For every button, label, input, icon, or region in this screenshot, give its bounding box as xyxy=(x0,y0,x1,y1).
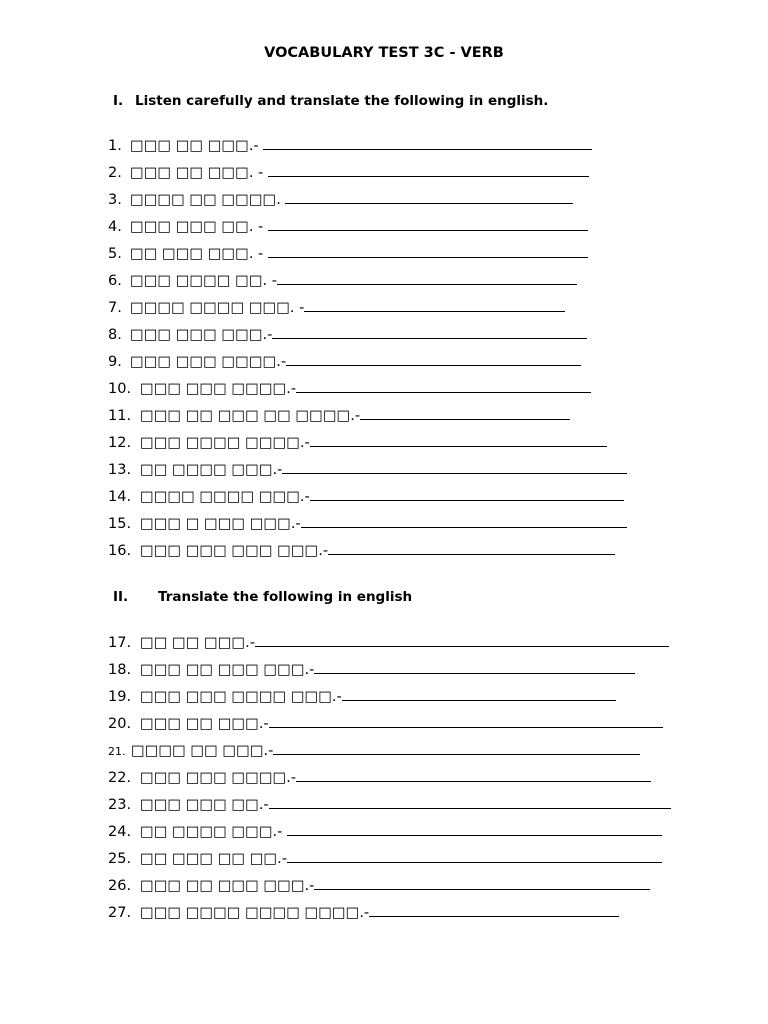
answer-blank[interactable] xyxy=(285,189,573,204)
question-number: 24. xyxy=(108,824,132,840)
question-text: □□□ □□□ □□□□.- xyxy=(140,381,297,397)
section-1-heading-text: Listen carefully and translate the following in english. xyxy=(135,93,549,109)
question-row xyxy=(108,686,616,706)
question-text: □□ □□□□ □□□.- xyxy=(140,462,283,478)
question-text: □□□□ □□ □□□.- xyxy=(131,743,274,759)
question-text: □□□ □□ □□□.- xyxy=(130,138,264,154)
question-number: 7. xyxy=(108,300,122,316)
question-text: □□□ □□ □□□ □□ □□□□.- xyxy=(140,408,361,424)
section-1-numeral: I. xyxy=(113,93,124,109)
question-text: □□□ □□□□ □□□□ □□□□.- xyxy=(140,905,370,921)
question-row xyxy=(108,794,671,814)
question-number: 27. xyxy=(108,905,132,921)
question-number: 6. xyxy=(108,273,122,289)
question-number: 20. xyxy=(108,716,132,732)
question-number: 5. xyxy=(108,246,122,262)
answer-blank[interactable] xyxy=(296,378,591,393)
question-text: □□□ □□□ □□□□.- xyxy=(140,770,297,786)
question-row xyxy=(108,189,573,209)
question-row xyxy=(108,243,588,263)
question-number: 22. xyxy=(108,770,132,786)
question-row xyxy=(108,216,588,236)
question-text: □□□ □□□ □□□ □□□.- xyxy=(140,543,329,559)
question-text: □□□ □□□ □□. - xyxy=(130,219,268,235)
question-number: 11. xyxy=(108,408,132,424)
question-text: □□□ □□ □□□ □□□.- xyxy=(140,878,315,894)
question-number: 14. xyxy=(108,489,132,505)
question-text: □□□ □□□ □□.- xyxy=(140,797,269,813)
answer-blank[interactable] xyxy=(255,632,669,647)
question-row xyxy=(108,270,577,290)
question-text: □□ □□□ □□□. - xyxy=(130,246,268,262)
answer-blank[interactable] xyxy=(310,486,624,501)
question-text: □□ □□ □□□.- xyxy=(140,635,255,651)
question-text: □□□ □□□□ □□. - xyxy=(130,273,277,289)
answer-blank[interactable] xyxy=(328,540,615,555)
question-text: □□□ □□ □□□. - xyxy=(130,165,268,181)
question-row xyxy=(108,902,619,922)
answer-blank[interactable] xyxy=(301,513,627,528)
question-number: 10. xyxy=(108,381,132,397)
question-row xyxy=(108,297,565,317)
question-row xyxy=(108,875,650,895)
answer-blank[interactable] xyxy=(369,902,619,917)
answer-blank[interactable] xyxy=(282,459,627,474)
question-text: □□□□ □□□□ □□□. - xyxy=(130,300,305,316)
question-row xyxy=(108,740,640,760)
question-number: 26. xyxy=(108,878,132,894)
question-text: □□□ □ □□□ □□□.- xyxy=(140,516,301,532)
question-number: 23. xyxy=(108,797,132,813)
question-text: □□□□ □□ □□□□. xyxy=(130,192,286,208)
question-text: □□□ □□□ □□□□.- xyxy=(130,354,287,370)
question-number: 13. xyxy=(108,462,132,478)
question-row xyxy=(108,432,607,452)
answer-blank[interactable] xyxy=(273,740,640,755)
answer-blank[interactable] xyxy=(342,686,616,701)
section-2-heading-text: Translate the following in english xyxy=(158,589,413,605)
section-2-numeral: II. xyxy=(113,589,129,605)
question-row xyxy=(108,378,591,398)
question-row xyxy=(108,405,570,425)
question-row xyxy=(108,351,581,371)
answer-blank[interactable] xyxy=(314,875,650,890)
answer-blank[interactable] xyxy=(269,713,663,728)
answer-blank[interactable] xyxy=(268,162,589,177)
answer-blank[interactable] xyxy=(263,135,592,150)
question-number: 16. xyxy=(108,543,132,559)
question-row xyxy=(108,513,627,533)
question-text: □□□□ □□□□ □□□.- xyxy=(140,489,310,505)
question-number: 17. xyxy=(108,635,132,651)
answer-blank[interactable] xyxy=(314,659,635,674)
question-row xyxy=(108,324,587,344)
answer-blank[interactable] xyxy=(287,821,662,836)
question-text: □□□ □□ □□□ □□□.- xyxy=(140,662,315,678)
answer-blank[interactable] xyxy=(269,794,671,809)
answer-blank[interactable] xyxy=(287,848,662,863)
question-text: □□□ □□□ □□□□ □□□.- xyxy=(140,689,342,705)
answer-blank[interactable] xyxy=(272,324,587,339)
question-text: □□□ □□□□ □□□□.- xyxy=(140,435,310,451)
answer-blank[interactable] xyxy=(268,243,588,258)
question-number: 4. xyxy=(108,219,122,235)
question-row xyxy=(108,486,624,506)
answer-blank[interactable] xyxy=(286,351,581,366)
question-text: □□□ □□ □□□.- xyxy=(140,716,269,732)
answer-blank[interactable] xyxy=(268,216,588,231)
section-2-heading xyxy=(113,589,412,605)
question-row xyxy=(108,162,589,182)
test-title: VOCABULARY TEST 3C - VERB xyxy=(264,45,504,61)
question-row xyxy=(108,821,662,841)
answer-blank[interactable] xyxy=(277,270,577,285)
question-number: 21. xyxy=(108,745,126,758)
answer-blank[interactable] xyxy=(296,767,651,782)
section-1-heading xyxy=(113,93,548,109)
question-number: 25. xyxy=(108,851,132,867)
question-row xyxy=(108,659,635,679)
question-row xyxy=(108,713,663,733)
question-text: □□ □□□□ □□□.- xyxy=(140,824,287,840)
question-number: 9. xyxy=(108,354,122,370)
question-row xyxy=(108,459,627,479)
question-row xyxy=(108,632,669,652)
question-number: 2. xyxy=(108,165,122,181)
answer-blank[interactable] xyxy=(310,432,607,447)
question-number: 8. xyxy=(108,327,122,343)
question-row xyxy=(108,767,651,787)
question-number: 19. xyxy=(108,689,132,705)
question-number: 15. xyxy=(108,516,132,532)
answer-blank[interactable] xyxy=(360,405,570,420)
question-number: 1. xyxy=(108,138,122,154)
question-number: 3. xyxy=(108,192,122,208)
question-row xyxy=(108,135,592,155)
question-text: □□ □□□ □□ □□.- xyxy=(140,851,287,867)
answer-blank[interactable] xyxy=(304,297,565,312)
question-number: 18. xyxy=(108,662,132,678)
question-number: 12. xyxy=(108,435,132,451)
question-row xyxy=(108,540,615,560)
question-row xyxy=(108,848,662,868)
question-text: □□□ □□□ □□□.- xyxy=(130,327,273,343)
